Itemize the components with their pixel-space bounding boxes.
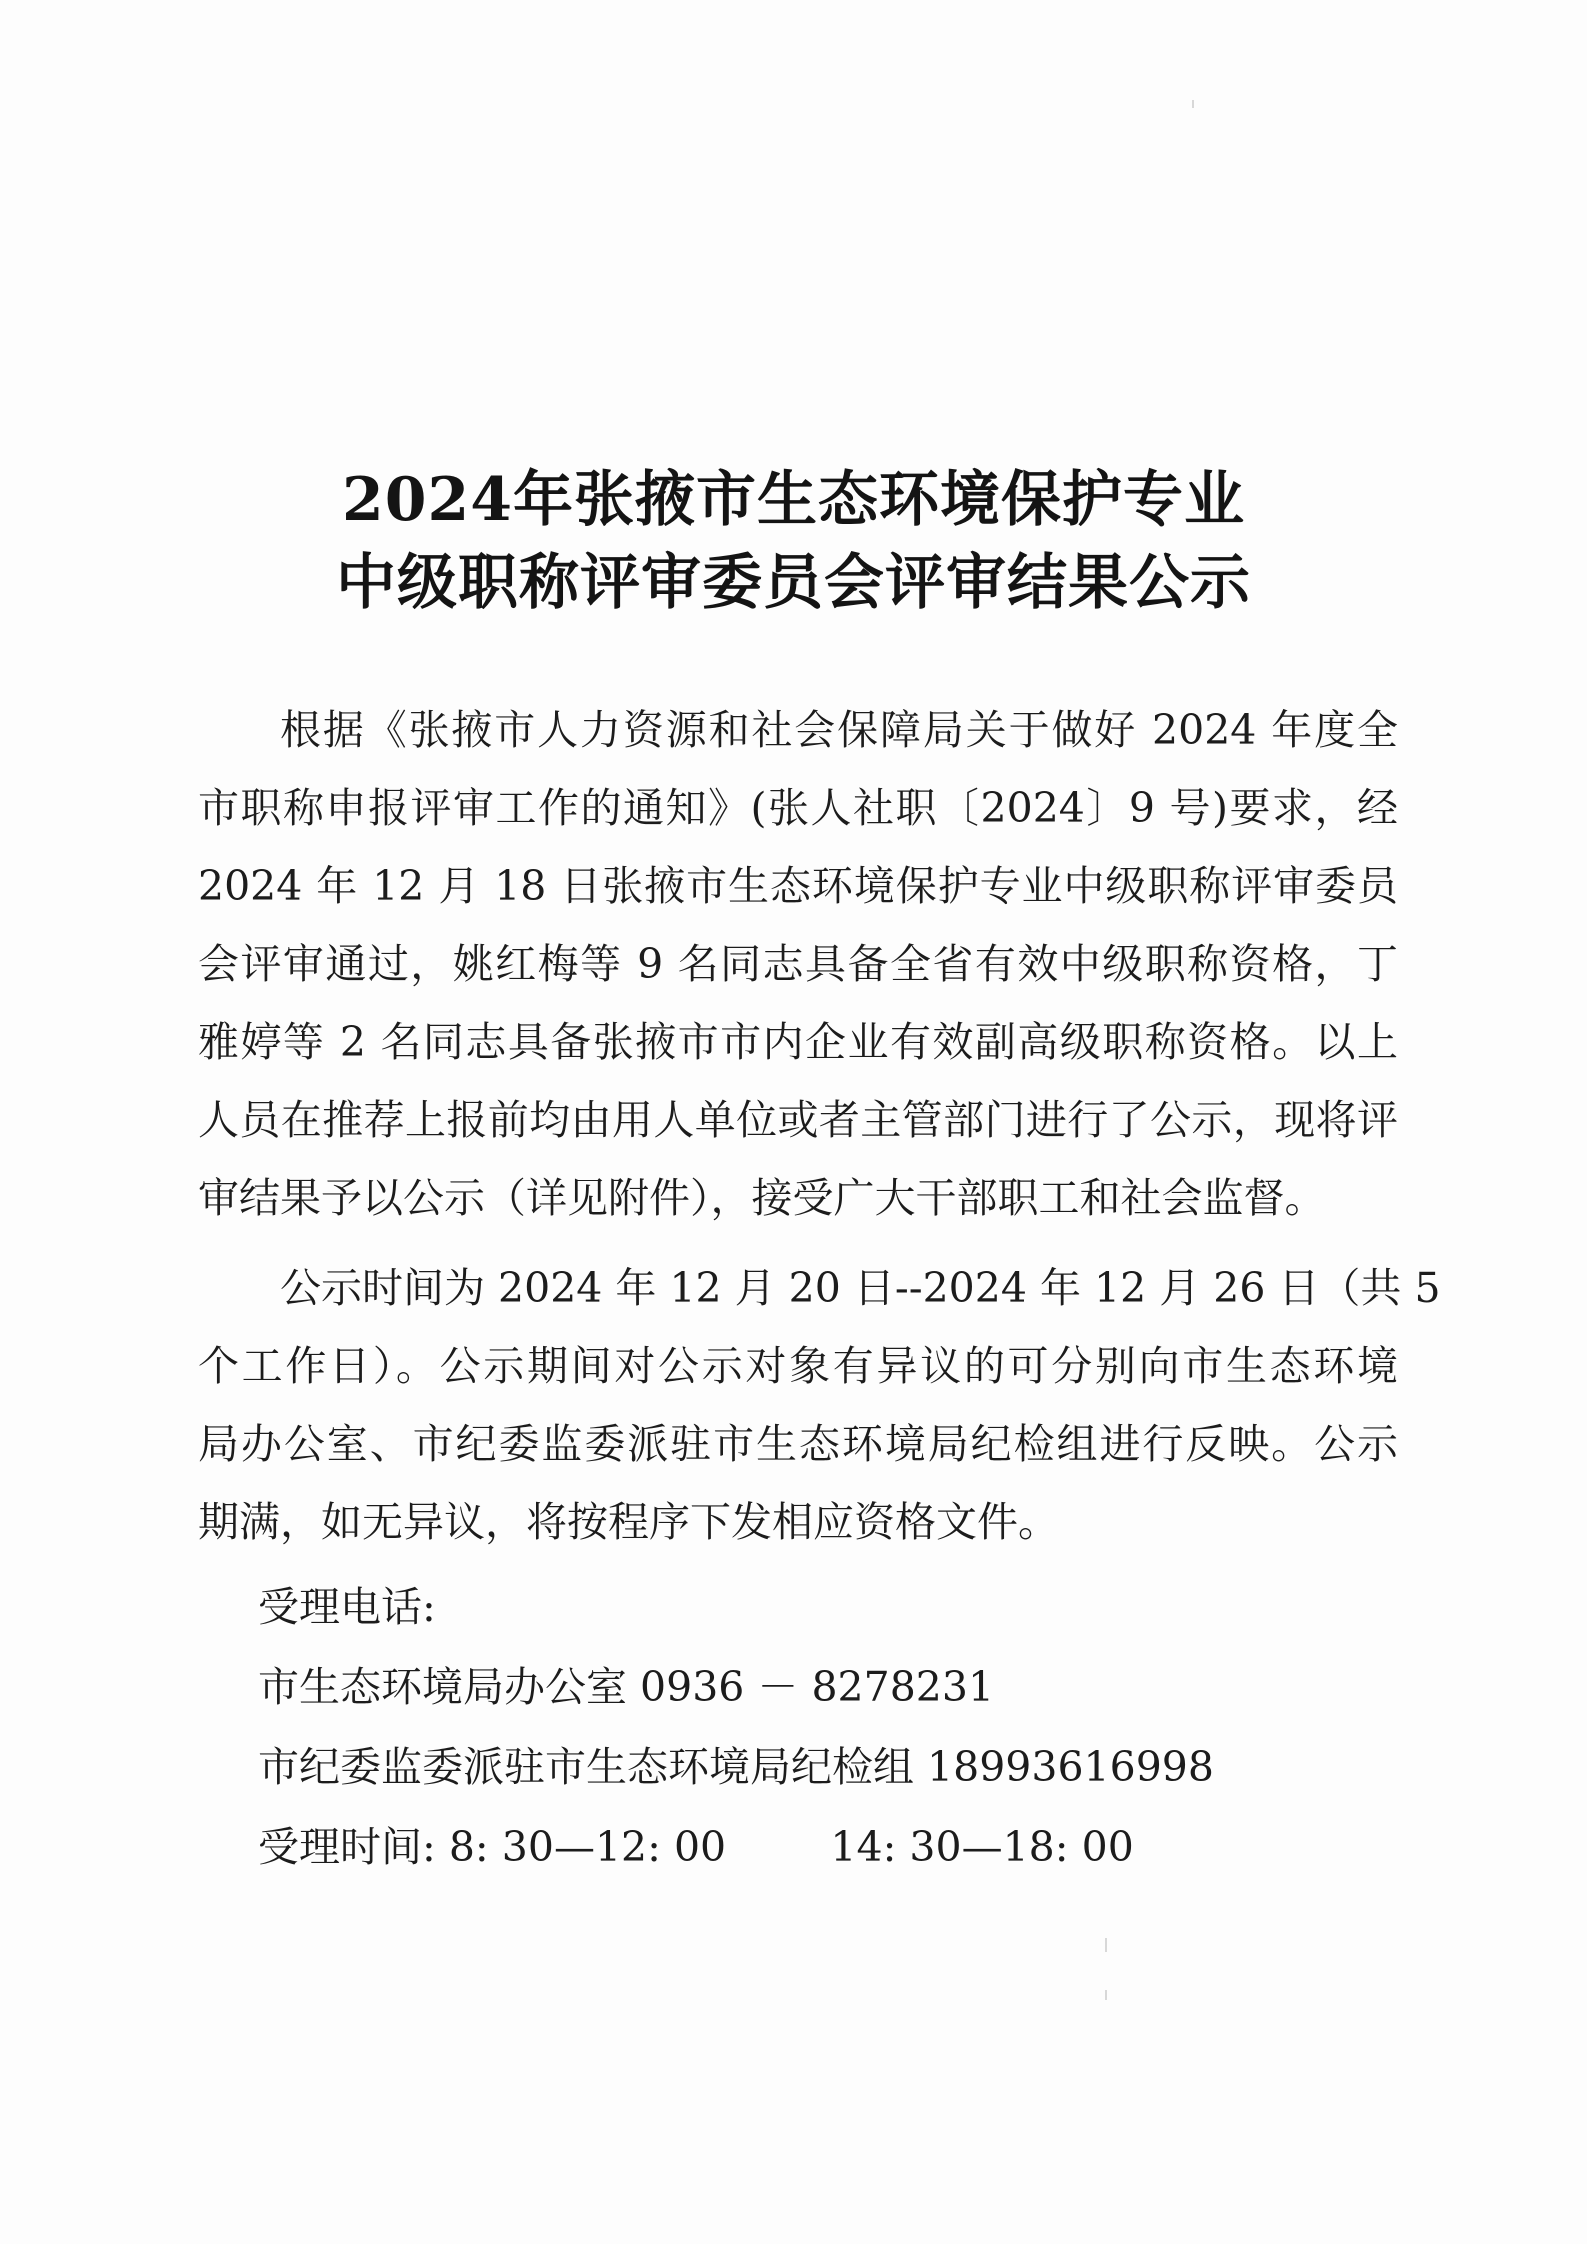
paragraph-2-line: 个工作日）。公示期间对公示对象有异议的可分别向市生态环境 [198, 1342, 1398, 1390]
contact-hours: 受理时间: 8: 30—12: 00 14: 30—18: 00 [258, 1823, 1134, 1871]
scan-speck [1105, 1938, 1107, 1952]
paragraph-2-line: 期满，如无异议，将按程序下发相应资格文件。 [198, 1498, 1059, 1546]
contact-inspection-phone: 市纪委监委派驻市生态环境局纪检组 18993616998 [258, 1743, 1214, 1791]
document-title-line-2: 中级职称评审委员会评审结果公示 [336, 548, 1251, 618]
paragraph-1-line: 审结果予以公示（详见附件），接受广大干部职工和社会监督。 [198, 1174, 1326, 1222]
paragraph-2-line: 公示时间为 2024 年 12 月 20 日--2024 年 12 月 26 日（共 5 [280, 1264, 1441, 1312]
scan-speck [1105, 1990, 1107, 2000]
paragraph-1-line: 雅婷等 2 名同志具备张掖市市内企业有效副高级职称资格。以上 [198, 1018, 1398, 1066]
contact-office-phone: 市生态环境局办公室 0936 － 8278231 [258, 1663, 995, 1711]
paragraph-1-line: 会评审通过，姚红梅等 9 名同志具备全省有效中级职称资格，丁 [198, 940, 1398, 988]
paragraph-2-line: 局办公室、市纪委监委派驻市生态环境局纪检组进行反映。公示 [198, 1420, 1398, 1468]
scan-speck [1192, 100, 1194, 108]
paragraph-1-line: 2024 年 12 月 18 日张掖市生态环境保护专业中级职称评审委员 [198, 862, 1398, 910]
document-title-line-1: 2024年张掖市生态环境保护专业 [342, 465, 1245, 535]
paragraph-1-line: 人员在推荐上报前均由用人单位或者主管部门进行了公示，现将评 [198, 1096, 1398, 1144]
paragraph-1-line: 市职称申报评审工作的通知》(张人社职〔2024〕9 号)要求，经 [198, 784, 1398, 832]
contact-label: 受理电话: [258, 1583, 436, 1631]
paragraph-1-line: 根据《张掖市人力资源和社会保障局关于做好 2024 年度全 [280, 706, 1398, 754]
